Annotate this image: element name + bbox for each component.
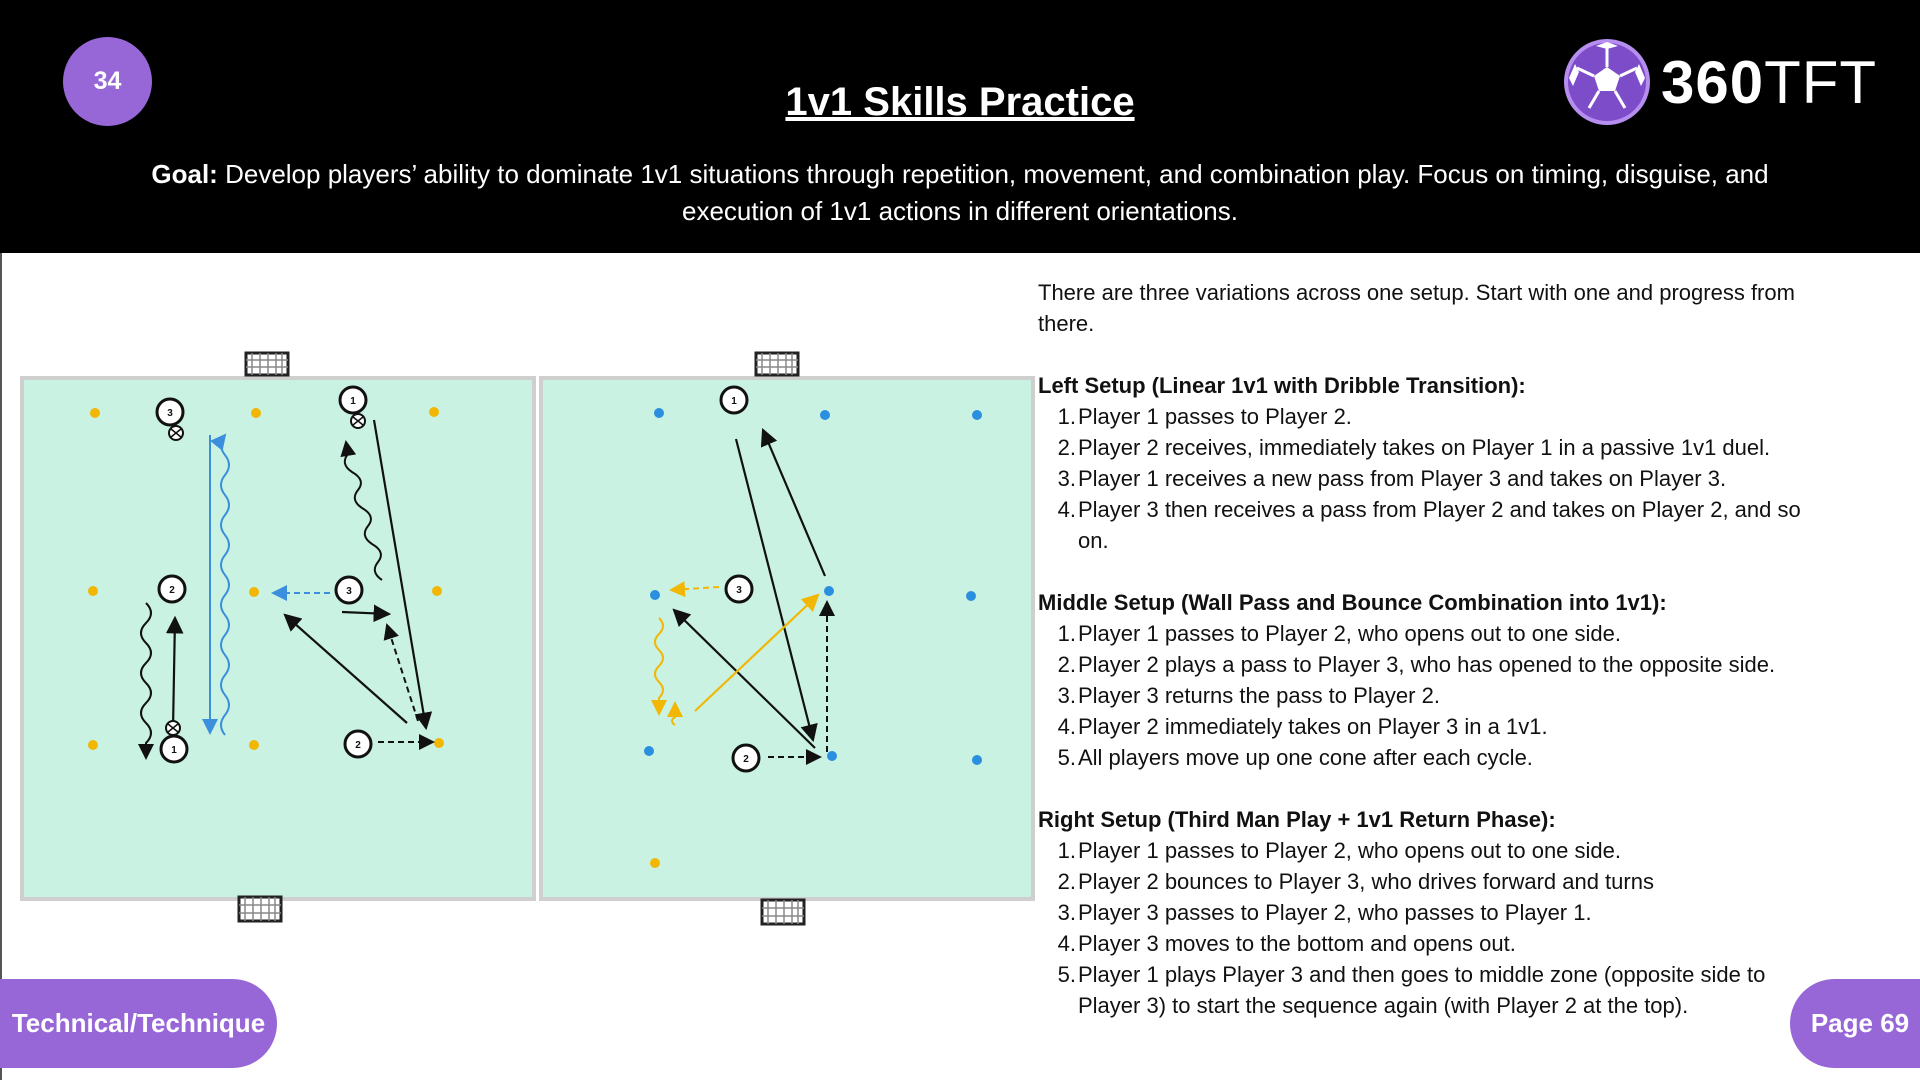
list-item: 4. Player 3 then receives a pass from Player 2 and takes on Player 2, and so on. [1057, 497, 1801, 553]
svg-text:2: 2 [743, 754, 749, 765]
player-marker [159, 576, 185, 602]
logo-bold: 360 [1661, 48, 1765, 116]
intro-text: There are three variations across one setup. Start with one and progress from there. [1038, 280, 1795, 336]
cone [429, 407, 439, 417]
cone [827, 751, 837, 761]
list-item: 3. Player 3 passes to Player 2, who passes to Player 1. [1057, 900, 1592, 925]
drill-number-badge: 34 [63, 37, 152, 126]
svg-text:2: 2 [169, 585, 175, 596]
cone [650, 590, 660, 600]
svg-text:1: 1 [171, 745, 177, 756]
goal-label: Goal: [151, 159, 218, 189]
cone [251, 408, 261, 418]
cone [972, 410, 982, 420]
goal-top-right [756, 353, 798, 375]
player-marker [733, 745, 759, 771]
left-pitch [22, 378, 534, 899]
list-item: 3. Player 1 receives a new pass from Player 3 and takes on Player 3. [1057, 466, 1727, 491]
cone [966, 591, 976, 601]
goal-bottom-right [762, 900, 804, 924]
page-title: 1v1 Skills Practice [785, 80, 1135, 124]
setup-section [1038, 370, 1818, 556]
list-item: 3. Player 3 returns the pass to Player 2. [1057, 683, 1440, 708]
logo [1563, 38, 1877, 126]
svg-text:3: 3 [167, 408, 173, 419]
header-banner [0, 0, 1920, 253]
svg-text:3: 3 [736, 585, 742, 596]
ball-icon [166, 721, 180, 735]
setup-section [1038, 804, 1818, 1021]
goal-text: Develop players’ ability to dominate 1v1 situations through repetition, movement, and combination play. Focus on timing, disguise, and execution of 1v1 actions in different orientations. [225, 159, 1769, 226]
goal-statement [100, 156, 1820, 230]
list-item: 1. Player 1 passes to Player 2. [1057, 404, 1352, 429]
list-item: 5. All players move up one cone after each cycle. [1057, 745, 1533, 770]
cone [644, 746, 654, 756]
logo-wordmark [1661, 48, 1877, 117]
cone [824, 586, 834, 596]
setup-section [1038, 587, 1818, 773]
goal-top-left [246, 353, 288, 375]
player-marker [726, 576, 752, 602]
cone [972, 755, 982, 765]
cone [432, 586, 442, 596]
instructions-panel [1038, 277, 1818, 1021]
ball-icon [351, 414, 365, 428]
svg-text:3: 3 [346, 586, 352, 597]
player-marker [340, 387, 366, 413]
player-marker [721, 387, 747, 413]
svg-text:1: 1 [731, 396, 737, 407]
cone [654, 408, 664, 418]
page-number-badge: Page 69 [1790, 979, 1920, 1068]
soccer-ball-icon [1563, 38, 1651, 126]
player-marker [336, 577, 362, 603]
svg-text:1: 1 [350, 396, 356, 407]
player-marker [345, 731, 371, 757]
left-rule [0, 253, 2, 1080]
cone [650, 858, 660, 868]
list-item: 1. Player 1 passes to Player 2, who opens out to one side. [1057, 621, 1621, 646]
cone [249, 740, 259, 750]
ball-icon [169, 426, 183, 440]
cone [434, 738, 444, 748]
list-item: 4. Player 2 immediately takes on Player 3 in a 1v1. [1057, 714, 1548, 739]
list-item: 1. Player 1 passes to Player 2, who opens out to one side. [1057, 838, 1621, 863]
list-item: 2. Player 2 plays a pass to Player 3, who has opened to the opposite side. [1057, 652, 1776, 677]
player-marker [161, 736, 187, 762]
section-title: Right Setup (Third Man Play + 1v1 Return Phase): [1038, 807, 1556, 832]
section-title: Left Setup (Linear 1v1 with Dribble Transition): [1038, 373, 1526, 398]
goal-bottom-left [239, 897, 281, 921]
list-item: 2. Player 2 bounces to Player 3, who drives forward and turns [1057, 869, 1654, 894]
cone [88, 740, 98, 750]
logo-light: TFT [1764, 48, 1878, 116]
cone [88, 586, 98, 596]
cone [90, 408, 100, 418]
drill-diagram [20, 340, 1035, 930]
category-badge: Technical/Technique [0, 979, 277, 1068]
list-item: 2. Player 2 receives, immediately takes on Player 1 in a passive 1v1 duel. [1057, 435, 1771, 460]
list-item: 4. Player 3 moves to the bottom and opens out. [1057, 931, 1516, 956]
cone [249, 587, 259, 597]
section-title: Middle Setup (Wall Pass and Bounce Combination into 1v1): [1038, 590, 1667, 615]
list-item: 5. Player 1 plays Player 3 and then goes to middle zone (opposite side to Player 3) to start the sequence again (with Player 2 at the top). [1057, 962, 1766, 1018]
svg-text:2: 2 [355, 740, 361, 751]
player-marker [157, 399, 183, 425]
cone [820, 410, 830, 420]
